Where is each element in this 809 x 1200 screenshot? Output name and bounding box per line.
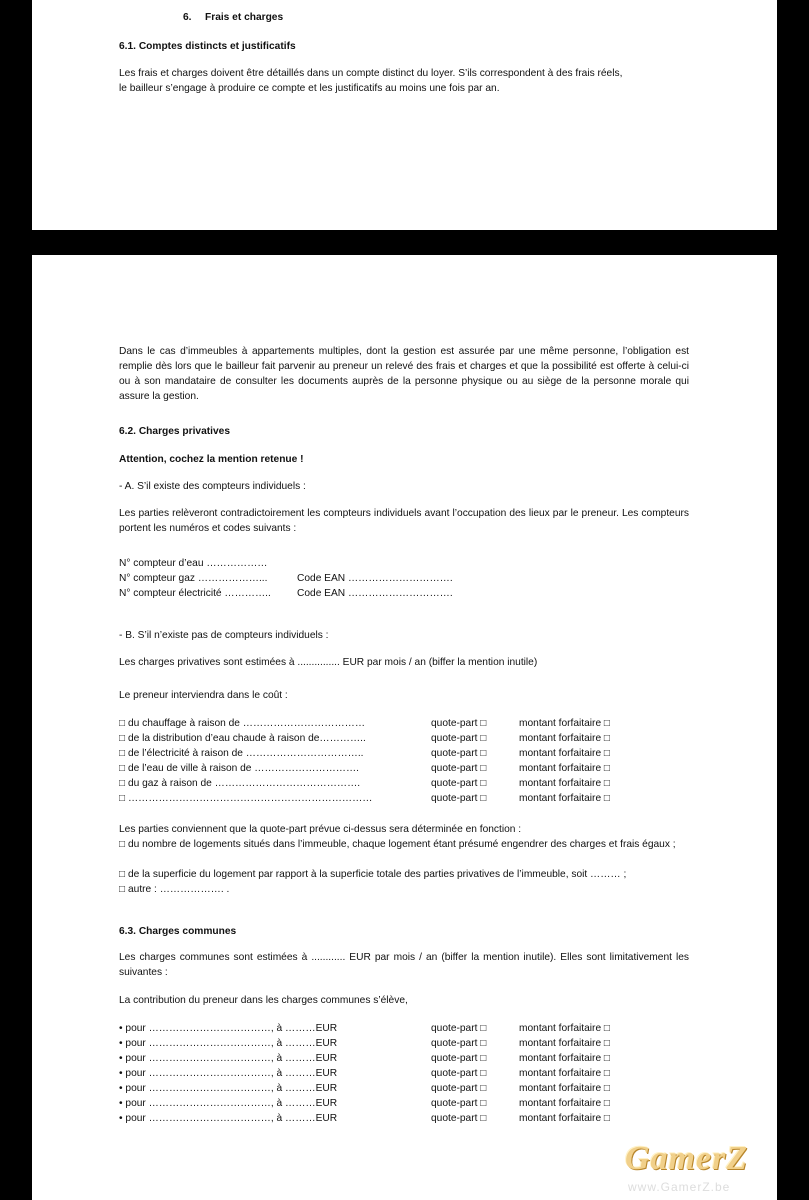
meter-row (119, 571, 679, 586)
watermark-url: www.GamerZ.be (628, 1180, 731, 1194)
cost-row (119, 746, 679, 761)
common-row (119, 1036, 679, 1051)
quote-part-checkbox[interactable]: quote-part □ (431, 1023, 487, 1034)
fonction-option[interactable]: □ autre : ………………. . (119, 884, 230, 895)
option-a-heading: - A. S’il existe des compteurs individuels : (119, 481, 306, 492)
option-b-heading: - B. S’il n’existe pas de compteurs individuels : (119, 630, 329, 641)
common-row (119, 1111, 679, 1126)
cost-label: □ de la distribution d’eau chaude à raison de………….. (119, 733, 366, 744)
forfait-checkbox[interactable]: montant forfaitaire □ (519, 718, 611, 729)
meter-label: N° compteur électricité ………….. (119, 588, 271, 599)
meter-ean: Code EAN …………………………. (297, 588, 453, 599)
cost-row (119, 731, 679, 746)
quote-part-checkbox[interactable]: quote-part □ (431, 718, 487, 729)
common-label: • pour ………………………………, à ………EUR (119, 1083, 338, 1094)
common-label: • pour ………………………………, à ………EUR (119, 1053, 338, 1064)
forfait-checkbox[interactable]: montant forfaitaire □ (519, 778, 611, 789)
document-page-2 (32, 255, 777, 1200)
document-page-1 (32, 0, 777, 230)
subsection-title-6-1: 6.1. Comptes distincts et justificatifs (119, 41, 296, 52)
contribution-line: La contribution du preneur dans les charges communes s’élève, (119, 995, 408, 1006)
forfait-checkbox[interactable]: montant forfaitaire □ (519, 1053, 611, 1064)
forfait-checkbox[interactable]: montant forfaitaire □ (519, 1023, 611, 1034)
paragraph-line: Les frais et charges doivent être détaillés dans un compte distinct du loyer. S’ils correspondent à des frais réels, (119, 68, 623, 79)
forfait-checkbox[interactable]: montant forfaitaire □ (519, 1083, 611, 1094)
quote-part-checkbox[interactable]: quote-part □ (431, 748, 487, 759)
common-row (119, 1081, 679, 1096)
subsection-title-6-2: 6.2. Charges privatives (119, 426, 230, 437)
estimate-line: Les charges privatives sont estimées à ............... EUR par mois / an (biffer la mention inutile) (119, 657, 538, 668)
cost-label: □ ……………………………………………………………… (119, 793, 373, 804)
common-row (119, 1096, 679, 1111)
section-number: 6. (183, 12, 192, 23)
forfait-checkbox[interactable]: montant forfaitaire □ (519, 733, 611, 744)
quote-part-checkbox[interactable]: quote-part □ (431, 763, 487, 774)
watermark-logo: GamerZ (625, 1140, 749, 1177)
section-title: Frais et charges (205, 12, 284, 23)
fonction-intro: Les parties conviennent que la quote-part prévue ci-dessus sera déterminée en fonction : (119, 824, 522, 835)
cost-label: □ du chauffage à raison de ……………………………… (119, 718, 366, 729)
paragraph: Les charges communes sont estimées à ............ EUR par mois / an (biffer la mention inutile). Elles sont limitativement les suivantes : (119, 952, 689, 978)
fonction-option[interactable]: □ du nombre de logements situés dans l’immeuble, chaque logement étant présumé engendrer des charges et frais égaux ; (119, 839, 676, 850)
common-label: • pour ………………………………, à ………EUR (119, 1113, 338, 1124)
quote-part-checkbox[interactable]: quote-part □ (431, 1083, 487, 1094)
quote-part-checkbox[interactable]: quote-part □ (431, 1038, 487, 1049)
quote-part-checkbox[interactable]: quote-part □ (431, 778, 487, 789)
quote-part-checkbox[interactable]: quote-part □ (431, 1098, 487, 1109)
cost-row (119, 791, 679, 806)
cost-row (119, 761, 679, 776)
cost-row (119, 776, 679, 791)
paragraph: Dans le cas d’immeubles à appartements multiples, dont la gestion est assurée par une même personne, l’obligation est remplie dès lors que le bailleur fait parvenir au preneur un relevé des frais et charges et que la possibilité est offerte à celui-ci ou à son mandataire de consulter les documents auprès de la personne physique ou au siège de la personne morale qui assure la gestion. (119, 346, 689, 402)
cost-label: □ de l’eau de ville à raison de …………………………. (119, 763, 359, 774)
meter-label: N° compteur d’eau ……………… (119, 558, 268, 569)
common-row (119, 1051, 679, 1066)
quote-part-checkbox[interactable]: quote-part □ (431, 733, 487, 744)
common-label: • pour ………………………………, à ………EUR (119, 1098, 338, 1109)
common-label: • pour ………………………………, à ………EUR (119, 1068, 338, 1079)
cost-label: □ du gaz à raison de ……………………………………. (119, 778, 361, 789)
forfait-checkbox[interactable]: montant forfaitaire □ (519, 763, 611, 774)
intervene-line: Le preneur interviendra dans le coût : (119, 690, 288, 701)
cost-label: □ de l’électricité à raison de …………………………….. (119, 748, 364, 759)
meter-row (119, 556, 679, 571)
common-label: • pour ………………………………, à ………EUR (119, 1038, 338, 1049)
forfait-checkbox[interactable]: montant forfaitaire □ (519, 793, 611, 804)
quote-part-checkbox[interactable]: quote-part □ (431, 793, 487, 804)
meter-row (119, 586, 679, 601)
forfait-checkbox[interactable]: montant forfaitaire □ (519, 1038, 611, 1049)
fonction-option[interactable]: □ de la superficie du logement par rapport à la superficie totale des parties privatives de l’immeuble, soit ……… ; (119, 869, 627, 880)
forfait-checkbox[interactable]: montant forfaitaire □ (519, 1098, 611, 1109)
quote-part-checkbox[interactable]: quote-part □ (431, 1053, 487, 1064)
paragraph-line: le bailleur s’engage à produire ce compte et les justificatifs au moins une fois par an. (119, 83, 500, 94)
common-row (119, 1066, 679, 1081)
forfait-checkbox[interactable]: montant forfaitaire □ (519, 1113, 611, 1124)
subsection-title-6-3: 6.3. Charges communes (119, 926, 237, 937)
cost-row (119, 716, 679, 731)
meter-label: N° compteur gaz ………………... (119, 573, 268, 584)
forfait-checkbox[interactable]: montant forfaitaire □ (519, 748, 611, 759)
forfait-checkbox[interactable]: montant forfaitaire □ (519, 1068, 611, 1079)
paragraph: Les parties relèveront contradictoirement les compteurs individuels avant l’occupation des lieux par le preneur. Les compteurs portent les numéros et codes suivants : (119, 508, 689, 534)
quote-part-checkbox[interactable]: quote-part □ (431, 1068, 487, 1079)
attention-note: Attention, cochez la mention retenue ! (119, 454, 304, 465)
common-label: • pour ………………………………, à ………EUR (119, 1023, 338, 1034)
meter-ean: Code EAN …………………………. (297, 573, 453, 584)
quote-part-checkbox[interactable]: quote-part □ (431, 1113, 487, 1124)
common-row (119, 1021, 679, 1036)
